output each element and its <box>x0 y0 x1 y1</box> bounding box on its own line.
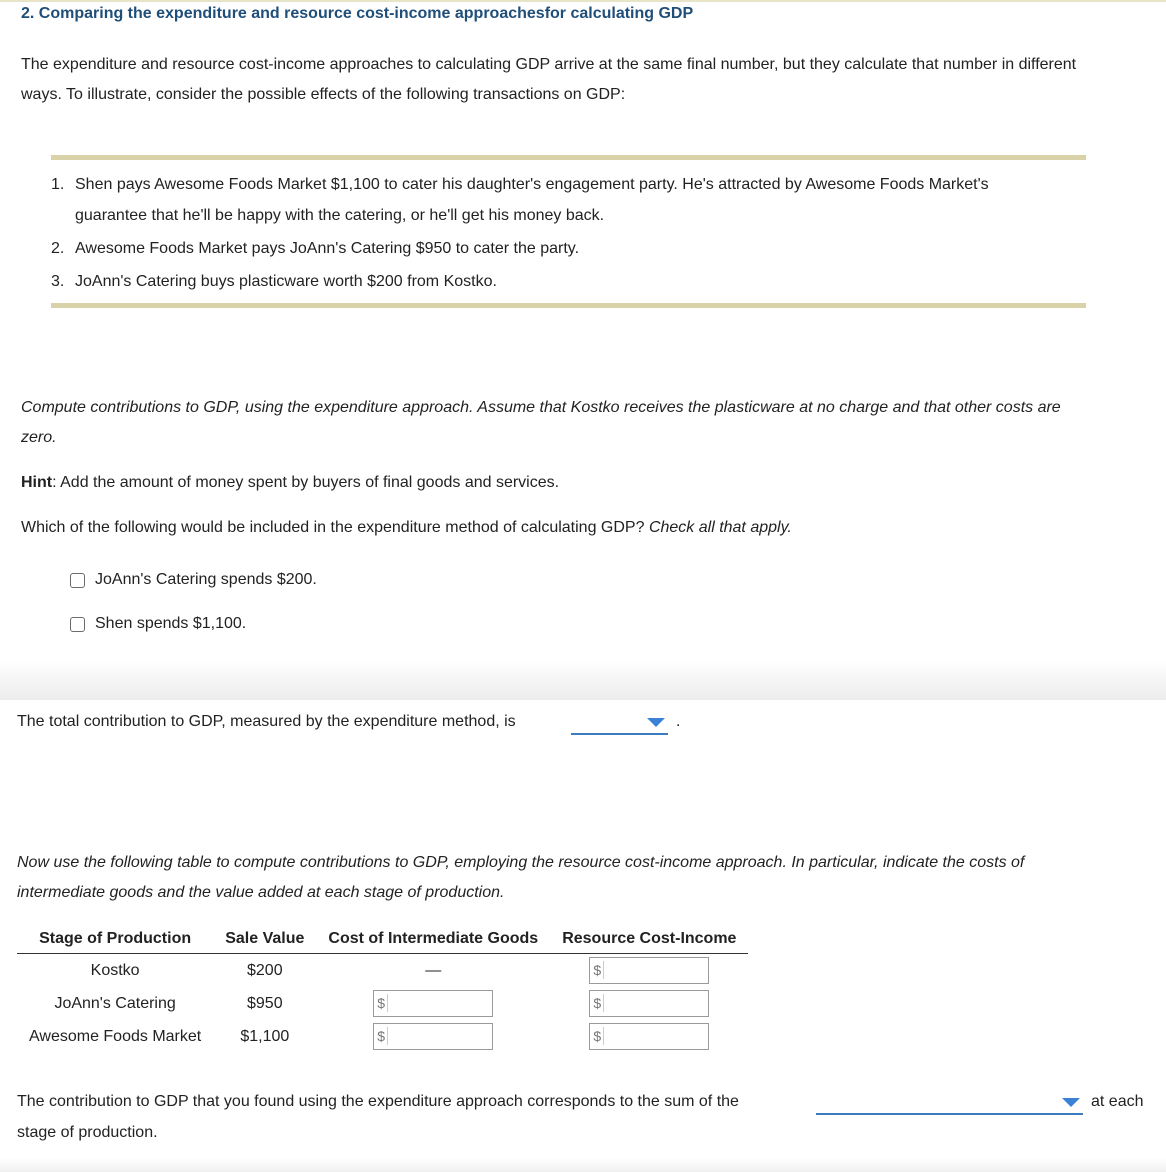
dollar-sign: $ <box>377 1027 388 1045</box>
list-item <box>51 169 1081 231</box>
option-joann[interactable] <box>70 569 317 591</box>
stage-cell: Kostko <box>90 961 140 979</box>
conclusion-text: The contribution to GDP that you found using the expenditure approach corresponds to the sum of the <box>17 1093 739 1110</box>
intermediate-cell: — <box>425 961 442 979</box>
table-header-row <box>17 926 748 954</box>
checkbox[interactable] <box>70 617 85 632</box>
hint-text: : Add the amount of money spent by buyers of final goods and services. <box>52 474 560 491</box>
dollar-sign: $ <box>593 961 604 979</box>
hint-label: Hint <box>21 474 53 491</box>
joann-resource-input[interactable] <box>589 990 709 1017</box>
intermediate-cell <box>316 987 550 1020</box>
dollar-sign: $ <box>377 994 388 1012</box>
hint <box>21 474 559 492</box>
option-label: Shen spends $1,100. <box>95 615 247 632</box>
transaction-list <box>51 169 1081 299</box>
section-shadow <box>0 660 1166 700</box>
resource-cell <box>550 954 748 988</box>
list-number: 2. <box>51 240 65 257</box>
list-item <box>51 233 1081 264</box>
chevron-down-icon <box>1062 1098 1080 1107</box>
page-title: 2. Comparing the expenditure and resource cost-income approachesfor calculating GDP <box>21 5 694 22</box>
option-label: JoAnn's Catering spends $200. <box>95 571 317 588</box>
now-use-line-2: intermediate goods and the value added at each stage of production. <box>17 884 505 901</box>
compute-line-2: zero. <box>21 429 57 446</box>
transaction-text: Shen pays Awesome Foods Market $1,100 to cater his daughter's engagement party. He's attracted by Awesome Foods Market's <box>75 176 989 193</box>
joann-intermediate-input[interactable] <box>373 990 493 1017</box>
header-sale-value: Sale Value <box>213 926 316 954</box>
gdp-table <box>17 926 748 1053</box>
total-sentence <box>17 713 516 731</box>
table-row <box>17 954 748 988</box>
kostko-resource-input[interactable] <box>589 957 709 984</box>
conclusion-line-2: stage of production. <box>17 1124 158 1141</box>
conclusion-dropdown[interactable] <box>816 1093 1083 1115</box>
total-dropdown[interactable] <box>571 713 668 735</box>
sale-cell: $1,100 <box>240 1027 290 1045</box>
intermediate-cell <box>316 1020 550 1053</box>
question-text: Which of the following would be included in the expenditure method of calculating GDP? <box>21 519 649 536</box>
bottom-shadow <box>0 1158 1166 1172</box>
resource-cell <box>550 1020 748 1053</box>
compute-instruction <box>21 393 1156 453</box>
question-emphasis: Check all that apply. <box>648 519 792 536</box>
checkbox[interactable] <box>70 573 85 588</box>
top-border <box>0 0 1166 2</box>
list-bottom-divider <box>51 303 1086 308</box>
now-use-line-1: Now use the following table to compute contributions to GDP, employing the resource cost-income approach. In particular, indicate the costs of <box>17 854 1025 871</box>
intro-paragraph <box>21 50 1156 110</box>
transaction-text: Awesome Foods Market pays JoAnn's Catering $950 to cater the party. <box>75 240 580 257</box>
sale-cell: $950 <box>247 994 283 1012</box>
awesome-resource-input[interactable] <box>589 1023 709 1050</box>
header-resource-cost: Resource Cost-Income <box>550 926 748 954</box>
dollar-sign: $ <box>593 994 604 1012</box>
resource-cell <box>550 987 748 1020</box>
compute-line-1: Compute contributions to GDP, using the expenditure approach. Assume that Kostko receives the plasticware at no charge and that other costs are <box>21 399 1061 416</box>
header-intermediate: Cost of Intermediate Goods <box>316 926 550 954</box>
stage-cell: JoAnn's Catering <box>54 994 176 1012</box>
conclusion-after: at each <box>1091 1093 1144 1110</box>
now-use-instruction <box>17 848 1152 908</box>
stage-cell: Awesome Foods Market <box>29 1027 202 1045</box>
option-shen[interactable] <box>70 613 246 635</box>
transaction-text-cont: guarantee that he'll be happy with the catering, or he'll get his money back. <box>75 207 605 224</box>
list-item <box>51 266 1081 297</box>
list-number: 3. <box>51 273 65 290</box>
transaction-text: JoAnn's Catering buys plasticware worth $200 from Kostko. <box>75 273 497 290</box>
sale-cell: $200 <box>247 961 283 979</box>
question <box>21 519 792 537</box>
awesome-intermediate-input[interactable] <box>373 1023 493 1050</box>
intro-line-2: ways. To illustrate, consider the possible effects of the following transactions on GDP: <box>21 86 626 103</box>
total-period: . <box>676 713 681 730</box>
list-top-divider <box>51 155 1086 160</box>
dollar-sign: $ <box>593 1027 604 1045</box>
table-row <box>17 1020 748 1053</box>
list-number: 1. <box>51 176 65 193</box>
total-text: The total contribution to GDP, measured by the expenditure method, is <box>17 713 516 730</box>
header-stage: Stage of Production <box>17 926 213 954</box>
intro-line-1: The expenditure and resource cost-income approaches to calculating GDP arrive at the same final number, but they calculate that number in different <box>21 56 1077 73</box>
chevron-down-icon <box>647 718 665 727</box>
table-row <box>17 987 748 1020</box>
